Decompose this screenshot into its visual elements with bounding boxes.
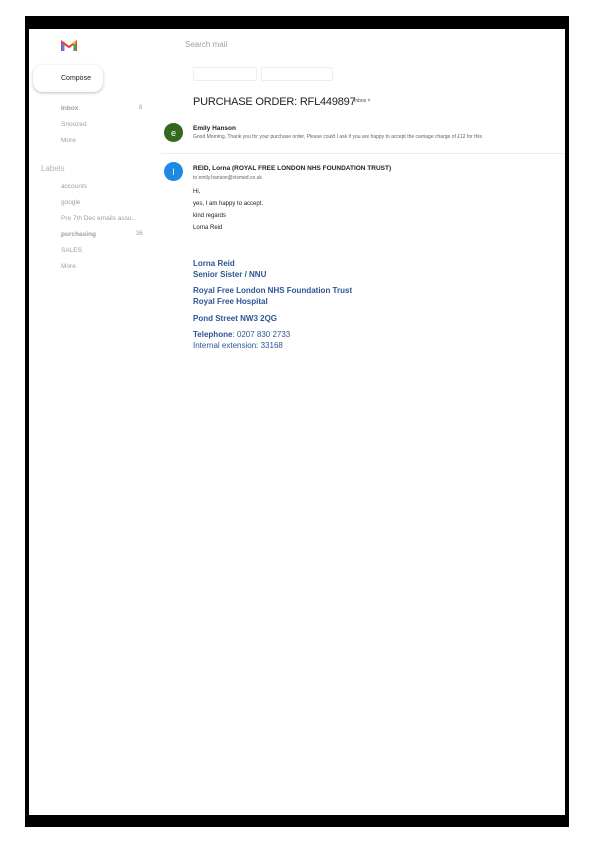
toolbar-button-left[interactable] xyxy=(193,67,257,81)
sender-name[interactable]: REID, Lorna (ROYAL FREE LONDON NHS FOUNDATION TRUST) xyxy=(193,165,392,172)
compose-button[interactable]: Compose xyxy=(33,65,103,92)
toolbar-button-right[interactable] xyxy=(261,67,333,81)
page-border-bottom xyxy=(25,815,569,827)
signature-role: Senior Sister / NNU xyxy=(193,270,267,279)
body-line: Lorna Reid xyxy=(193,225,223,231)
sidebar-item-more[interactable]: More xyxy=(61,137,76,144)
body-line: yes, I am happy to accept. xyxy=(193,201,264,207)
sender-avatar[interactable] xyxy=(164,123,183,142)
label-accounts[interactable]: accounts xyxy=(61,183,88,190)
label-purchasing[interactable]: purchasing xyxy=(61,231,97,238)
inbox-count: 8 xyxy=(139,105,143,111)
signature-extension: Internal extension: 33168 xyxy=(193,341,283,350)
page-border-right xyxy=(565,16,569,827)
body-line: Hi, xyxy=(193,189,201,195)
sender-avatar[interactable] xyxy=(164,162,183,181)
inbox-label-chip[interactable]: Inbox × xyxy=(354,98,371,104)
recipient-line[interactable]: to emily.hanson@vismed.co.uk xyxy=(193,175,262,181)
search-input[interactable]: Search mail xyxy=(185,40,228,49)
label-google[interactable]: google xyxy=(61,199,81,206)
purchasing-count: 36 xyxy=(136,231,143,237)
gmail-logo-icon[interactable] xyxy=(61,39,77,52)
email-subject: PURCHASE ORDER: RFL449897 xyxy=(193,96,356,108)
telephone-label: Telephone xyxy=(193,330,233,339)
signature-address: Pond Street NW3 2QG xyxy=(193,314,278,323)
message-divider xyxy=(161,153,565,154)
message-snippet[interactable]: Good Morning, Thank you for your purchase order, Please could I ask if you are happy to accept the carriage charge of £12 for this xyxy=(193,134,482,140)
label-sales[interactable]: SALES xyxy=(61,247,82,254)
sidebar-item-inbox[interactable]: Inbox xyxy=(61,105,79,112)
labels-more[interactable]: More xyxy=(61,263,76,270)
sidebar-item-snoozed[interactable]: Snoozed xyxy=(61,121,87,128)
avatar-letter: e xyxy=(170,127,176,138)
page-border-top xyxy=(25,16,569,29)
avatar-letter: l xyxy=(172,166,175,177)
gmail-window xyxy=(29,29,565,815)
signature-org: Royal Free London NHS Foundation Trust xyxy=(193,286,353,295)
signature-hospital: Royal Free Hospital xyxy=(193,297,268,306)
body-line: kind regards xyxy=(193,213,227,219)
sender-name[interactable]: Emily Hanson xyxy=(193,125,236,132)
label-pre-7th-dec[interactable]: Pre 7th Dec emails assu... xyxy=(61,215,137,222)
signature-telephone xyxy=(193,330,290,339)
signature-name: Lorna Reid xyxy=(193,259,235,268)
telephone-value: : 0207 830 2733 xyxy=(232,330,291,339)
labels-heading: Labels xyxy=(41,164,65,173)
